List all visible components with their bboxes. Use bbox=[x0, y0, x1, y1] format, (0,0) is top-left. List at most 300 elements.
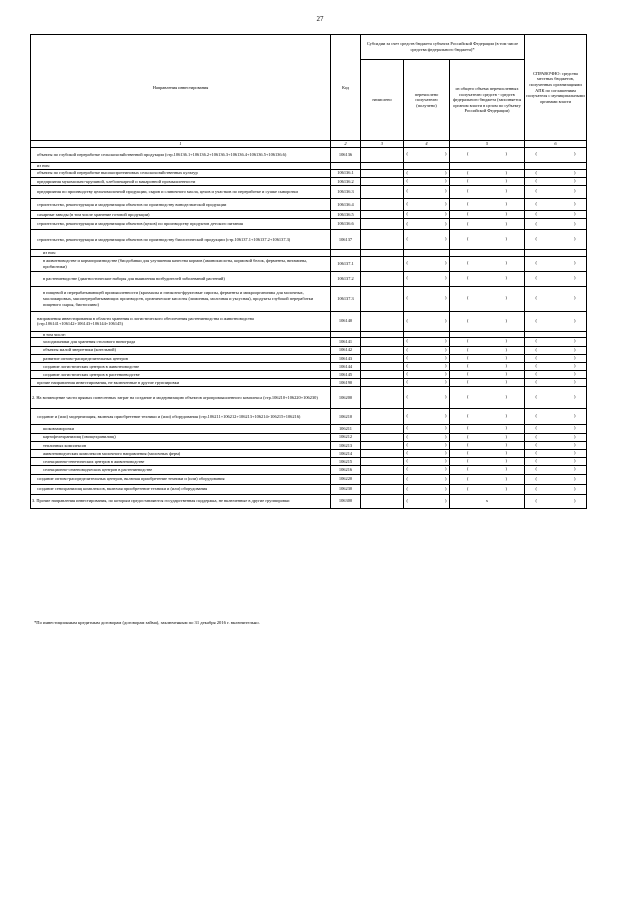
value-cell bbox=[450, 198, 525, 210]
empty-parentheses bbox=[407, 338, 447, 344]
table-row bbox=[31, 271, 587, 286]
table-row bbox=[31, 458, 587, 466]
row-name: сахарные заводы (в том числе хранение готовой продукции) bbox=[31, 210, 331, 218]
row-name: объекты малой энергетики (котельной) bbox=[31, 346, 331, 354]
value-cell bbox=[450, 210, 525, 218]
table-row bbox=[31, 338, 587, 346]
column-number: 3 bbox=[361, 141, 404, 148]
empty-parentheses bbox=[407, 450, 447, 456]
value-cell bbox=[404, 219, 450, 230]
empty-parentheses bbox=[536, 476, 576, 482]
empty-parentheses bbox=[467, 260, 507, 266]
empty-parentheses bbox=[536, 347, 576, 353]
empty-parentheses bbox=[407, 466, 447, 472]
row-name: шоковзаморозки bbox=[31, 425, 331, 433]
column-number: 5 bbox=[450, 141, 525, 148]
value-cell bbox=[361, 331, 404, 338]
empty-parentheses bbox=[536, 394, 576, 400]
table-row bbox=[31, 346, 587, 354]
value-cell bbox=[450, 250, 525, 257]
row-code: 106145 bbox=[331, 371, 361, 379]
row-code: 106137.1 bbox=[331, 256, 361, 271]
header-accrued: начислено bbox=[361, 60, 404, 141]
row-name: из них: bbox=[31, 163, 331, 170]
row-code: 106214 bbox=[331, 450, 361, 458]
empty-parentheses bbox=[536, 425, 576, 431]
value-cell bbox=[361, 169, 404, 177]
value-cell bbox=[404, 371, 450, 379]
value-cell bbox=[525, 484, 587, 494]
row-name: 2. На возмещение части прямых понесенных затрат на создание и модернизацию объектов агропромышленного комплекса (стр.106210+106220+106230) bbox=[31, 387, 331, 409]
value-cell bbox=[404, 362, 450, 370]
value-cell: x bbox=[450, 494, 525, 508]
value-cell bbox=[404, 148, 450, 163]
table-row bbox=[31, 250, 587, 257]
row-code: 106140 bbox=[331, 311, 361, 331]
table-row bbox=[31, 177, 587, 185]
page-number: 27 bbox=[316, 15, 324, 23]
table-row bbox=[31, 371, 587, 379]
empty-parentheses bbox=[407, 379, 447, 385]
value-cell bbox=[525, 250, 587, 257]
table-row bbox=[31, 256, 587, 271]
row-code: 106300 bbox=[331, 494, 361, 508]
value-cell bbox=[450, 362, 525, 370]
empty-parentheses bbox=[536, 201, 576, 207]
value-cell bbox=[450, 230, 525, 250]
value-cell bbox=[404, 210, 450, 218]
value-cell bbox=[450, 271, 525, 286]
header-code: Код bbox=[331, 35, 361, 141]
empty-parentheses bbox=[407, 355, 447, 361]
table-row bbox=[31, 210, 587, 218]
row-name: животноводческих комплексов молочного направления (молочных ферм) bbox=[31, 450, 331, 458]
empty-parentheses bbox=[467, 178, 507, 184]
value-cell bbox=[525, 311, 587, 331]
empty-parentheses bbox=[467, 486, 507, 492]
empty-parentheses bbox=[467, 201, 507, 207]
row-code: 106136.4 bbox=[331, 198, 361, 210]
empty-parentheses bbox=[536, 450, 576, 456]
row-code bbox=[331, 163, 361, 170]
value-cell bbox=[361, 311, 404, 331]
empty-parentheses bbox=[467, 371, 507, 377]
value-cell bbox=[525, 379, 587, 387]
empty-parentheses bbox=[467, 394, 507, 400]
row-name: предприятия мукомольно-крупяной, хлебопекарной и макаронной промышленности bbox=[31, 177, 331, 185]
row-name: селекционно-генетических центров в животноводстве bbox=[31, 458, 331, 466]
empty-parentheses bbox=[407, 476, 447, 482]
value-cell bbox=[361, 198, 404, 210]
empty-parentheses bbox=[407, 371, 447, 377]
value-cell bbox=[525, 346, 587, 354]
value-cell bbox=[361, 433, 404, 441]
empty-parentheses bbox=[407, 425, 447, 431]
row-code: 106211 bbox=[331, 425, 361, 433]
empty-parentheses bbox=[536, 170, 576, 176]
empty-parentheses bbox=[407, 363, 447, 369]
empty-parentheses bbox=[407, 434, 447, 440]
value-cell bbox=[525, 474, 587, 484]
table-row bbox=[31, 409, 587, 425]
value-cell bbox=[361, 346, 404, 354]
row-name: прочие направления инвестирования, не включенные в другие группировки bbox=[31, 379, 331, 387]
row-code: 106136 bbox=[331, 148, 361, 163]
row-code: 106213 bbox=[331, 441, 361, 449]
row-code: 106143 bbox=[331, 354, 361, 362]
value-cell bbox=[404, 256, 450, 271]
row-code: 106141 bbox=[331, 338, 361, 346]
row-code: 106137 bbox=[331, 230, 361, 250]
value-cell bbox=[450, 256, 525, 271]
value-cell bbox=[450, 484, 525, 494]
empty-parentheses bbox=[467, 476, 507, 482]
empty-parentheses bbox=[467, 170, 507, 176]
value-cell bbox=[450, 441, 525, 449]
value-cell bbox=[525, 210, 587, 218]
empty-parentheses bbox=[536, 221, 576, 227]
row-name: создание оптово-распределительных центров, включая приобретение техники и (или) оборудования bbox=[31, 474, 331, 484]
value-cell bbox=[450, 331, 525, 338]
value-cell bbox=[525, 256, 587, 271]
value-cell bbox=[525, 163, 587, 170]
row-name: создание сенохранилищ комплексов, включая приобретение техники и (или) оборудования bbox=[31, 484, 331, 494]
empty-parentheses bbox=[536, 275, 576, 281]
value-cell bbox=[404, 286, 450, 311]
empty-parentheses bbox=[467, 413, 507, 419]
value-cell bbox=[404, 387, 450, 409]
empty-parentheses bbox=[467, 275, 507, 281]
value-cell bbox=[450, 286, 525, 311]
value-cell bbox=[525, 425, 587, 433]
value-cell bbox=[450, 379, 525, 387]
row-code: 106142 bbox=[331, 346, 361, 354]
table-row bbox=[31, 354, 587, 362]
value-cell bbox=[450, 450, 525, 458]
value-cell bbox=[404, 466, 450, 474]
value-cell bbox=[361, 210, 404, 218]
value-cell bbox=[361, 177, 404, 185]
row-code: 106144 bbox=[331, 362, 361, 370]
row-code: 106216 bbox=[331, 466, 361, 474]
table-row bbox=[31, 441, 587, 449]
value-cell bbox=[450, 185, 525, 198]
value-cell bbox=[361, 148, 404, 163]
row-name: тепличных комплексов bbox=[31, 441, 331, 449]
table-row bbox=[31, 433, 587, 441]
row-name: развитие оптово-распределительных центров bbox=[31, 354, 331, 362]
empty-parentheses bbox=[536, 236, 576, 242]
empty-parentheses bbox=[407, 458, 447, 464]
table-row bbox=[31, 484, 587, 494]
value-cell bbox=[404, 185, 450, 198]
row-code: 106212 bbox=[331, 433, 361, 441]
row-name: создание логистических центров в животноводстве bbox=[31, 362, 331, 370]
row-code: 106215 bbox=[331, 458, 361, 466]
empty-parentheses bbox=[467, 442, 507, 448]
value-cell bbox=[525, 409, 587, 425]
empty-parentheses bbox=[536, 363, 576, 369]
table-row bbox=[31, 362, 587, 370]
table-row bbox=[31, 379, 587, 387]
row-code: 106136.2 bbox=[331, 177, 361, 185]
empty-parentheses bbox=[536, 434, 576, 440]
row-code: 106136.5 bbox=[331, 210, 361, 218]
value-cell bbox=[404, 450, 450, 458]
value-cell bbox=[361, 250, 404, 257]
header-reference: СПРАВОЧНО: средства местных бюджетов, полученных организациями АПК по соглашениям получателя с муниципальными органами власти bbox=[525, 35, 587, 141]
value-cell bbox=[361, 230, 404, 250]
empty-parentheses bbox=[467, 425, 507, 431]
empty-parentheses bbox=[536, 318, 576, 324]
row-code: 106136.3 bbox=[331, 185, 361, 198]
table-row bbox=[31, 331, 587, 338]
table-row bbox=[31, 219, 587, 230]
row-code: 106200 bbox=[331, 387, 361, 409]
row-code: 106137.2 bbox=[331, 271, 361, 286]
empty-parentheses bbox=[407, 413, 447, 419]
empty-parentheses bbox=[407, 347, 447, 353]
value-cell bbox=[450, 177, 525, 185]
value-cell bbox=[361, 425, 404, 433]
row-name: в пищевой и перерабатывающей промышленности (крахмалы и глюкозно-фруктовые сиропы, ферменты и микроорганизмы для молочных, масложировых, мясоперерабатывающих производств, органические кислоты (лимонная, молочная и уксусная), продукты глубокой переработки пищевого сырья, биотопливо) bbox=[31, 286, 331, 311]
row-name: создание и (или) модернизация, включая приобретение техники и (или) оборудования (стр.106211+106212+106213+106214+106215+106216) bbox=[31, 409, 331, 425]
table-row bbox=[31, 450, 587, 458]
empty-parentheses bbox=[467, 221, 507, 227]
value-cell bbox=[404, 169, 450, 177]
table-row bbox=[31, 163, 587, 170]
row-code: 106136.1 bbox=[331, 169, 361, 177]
column-number: 2 bbox=[331, 141, 361, 148]
header-of-total: из общего объема перечисленных получателю средств - средств федерального бюджета (заполняется органом власти в целом по субъекту Российской Федерации) bbox=[450, 60, 525, 141]
empty-parentheses bbox=[407, 318, 447, 324]
value-cell bbox=[361, 185, 404, 198]
empty-parentheses bbox=[407, 151, 447, 157]
value-cell bbox=[404, 474, 450, 484]
value-cell bbox=[525, 371, 587, 379]
value-cell bbox=[361, 474, 404, 484]
value-cell bbox=[450, 466, 525, 474]
value-cell bbox=[404, 311, 450, 331]
table-row bbox=[31, 286, 587, 311]
value-cell bbox=[361, 362, 404, 370]
value-cell bbox=[361, 450, 404, 458]
header-direction: Направления инвестирования bbox=[31, 35, 331, 141]
value-cell bbox=[450, 458, 525, 466]
value-cell bbox=[361, 409, 404, 425]
table-row bbox=[31, 230, 587, 250]
table-row bbox=[31, 474, 587, 484]
row-name: предприятия по производству цельномолочной продукции, сыров и сливочного масла, цехов и участков по переработке и сушке сыворотки bbox=[31, 185, 331, 198]
value-cell bbox=[404, 458, 450, 466]
value-cell bbox=[450, 338, 525, 346]
empty-parentheses bbox=[536, 379, 576, 385]
value-cell bbox=[450, 354, 525, 362]
row-code: 106137.3 bbox=[331, 286, 361, 311]
value-cell bbox=[361, 466, 404, 474]
value-cell bbox=[404, 250, 450, 257]
empty-parentheses bbox=[407, 221, 447, 227]
value-cell bbox=[525, 219, 587, 230]
empty-parentheses bbox=[407, 236, 447, 242]
value-cell bbox=[404, 484, 450, 494]
empty-parentheses bbox=[407, 394, 447, 400]
value-cell bbox=[450, 409, 525, 425]
value-cell bbox=[361, 286, 404, 311]
value-cell bbox=[525, 198, 587, 210]
empty-parentheses bbox=[536, 338, 576, 344]
value-cell bbox=[361, 354, 404, 362]
empty-parentheses bbox=[467, 434, 507, 440]
row-name: картофелехранилищ (овощехранилищ) bbox=[31, 433, 331, 441]
row-name: направления инвестирования в области хранения и логистического обеспечения растениеводства и животноводства (стр.106141+106142+106143+106144+106145) bbox=[31, 311, 331, 331]
empty-parentheses bbox=[467, 458, 507, 464]
value-cell bbox=[361, 219, 404, 230]
value-cell bbox=[450, 433, 525, 441]
column-number: 4 bbox=[404, 141, 450, 148]
empty-parentheses bbox=[467, 355, 507, 361]
empty-parentheses bbox=[536, 188, 576, 194]
value-cell bbox=[525, 458, 587, 466]
value-cell bbox=[361, 458, 404, 466]
row-code: 106190 bbox=[331, 379, 361, 387]
empty-parentheses bbox=[407, 201, 447, 207]
empty-parentheses bbox=[467, 338, 507, 344]
empty-parentheses bbox=[536, 486, 576, 492]
subsidy-report-table bbox=[30, 34, 587, 509]
value-cell bbox=[404, 354, 450, 362]
table-row bbox=[31, 185, 587, 198]
row-name: объекты по глубокой переработке высокопротеиновых сельскохозяйственных культур bbox=[31, 169, 331, 177]
row-name: селекционно-семеноводческих центров в растениеводстве bbox=[31, 466, 331, 474]
empty-parentheses bbox=[407, 170, 447, 176]
table-row bbox=[31, 425, 587, 433]
row-name: холодильники для хранения столового винограда bbox=[31, 338, 331, 346]
row-code: 106230 bbox=[331, 484, 361, 494]
empty-parentheses bbox=[536, 151, 576, 157]
value-cell bbox=[525, 450, 587, 458]
empty-parentheses bbox=[536, 371, 576, 377]
empty-parentheses bbox=[407, 260, 447, 266]
table-row bbox=[31, 169, 587, 177]
empty-parentheses bbox=[536, 442, 576, 448]
value-cell bbox=[361, 371, 404, 379]
column-number: 6 bbox=[525, 141, 587, 148]
value-cell bbox=[361, 441, 404, 449]
empty-parentheses bbox=[407, 486, 447, 492]
row-code: 106136.6 bbox=[331, 219, 361, 230]
row-name: строительство, реконструкция и модернизация объектов по производству биологической продукции (стр.106137.1+106137.2+106137.3) bbox=[31, 230, 331, 250]
row-code: 106210 bbox=[331, 409, 361, 425]
empty-parentheses bbox=[536, 178, 576, 184]
empty-parentheses bbox=[407, 498, 447, 504]
value-cell bbox=[361, 494, 404, 508]
empty-parentheses bbox=[536, 458, 576, 464]
table-row bbox=[31, 494, 587, 508]
value-cell bbox=[450, 169, 525, 177]
empty-parentheses bbox=[467, 295, 507, 301]
value-cell bbox=[450, 219, 525, 230]
empty-parentheses bbox=[407, 275, 447, 281]
table-row bbox=[31, 466, 587, 474]
empty-parentheses bbox=[536, 260, 576, 266]
value-cell bbox=[450, 387, 525, 409]
value-cell bbox=[525, 286, 587, 311]
table-row bbox=[31, 148, 587, 163]
value-cell bbox=[404, 346, 450, 354]
value-cell bbox=[525, 230, 587, 250]
value-cell bbox=[450, 148, 525, 163]
value-cell bbox=[450, 311, 525, 331]
empty-parentheses bbox=[467, 450, 507, 456]
empty-parentheses bbox=[407, 211, 447, 217]
value-cell bbox=[450, 474, 525, 484]
empty-parentheses bbox=[467, 211, 507, 217]
empty-parentheses bbox=[467, 188, 507, 194]
empty-parentheses bbox=[467, 347, 507, 353]
row-name: в животноводстве и кормопроизводстве (биодобавки для улучшения качества кормов (аминокислоты, кормовой белок, ферменты, витамины, пробиотики) bbox=[31, 256, 331, 271]
empty-parentheses bbox=[467, 363, 507, 369]
value-cell bbox=[525, 271, 587, 286]
row-code: 106220 bbox=[331, 474, 361, 484]
value-cell bbox=[404, 163, 450, 170]
row-name: из них: bbox=[31, 250, 331, 257]
value-cell bbox=[361, 387, 404, 409]
row-name: 3. Прочие направления инвестирования, по которым предоставляются государственная поддержка, не включенные в другие группировки bbox=[31, 494, 331, 508]
empty-parentheses bbox=[536, 355, 576, 361]
empty-parentheses bbox=[407, 442, 447, 448]
value-cell bbox=[525, 387, 587, 409]
value-cell bbox=[404, 198, 450, 210]
row-code bbox=[331, 331, 361, 338]
value-cell bbox=[525, 148, 587, 163]
row-name: в том числе: bbox=[31, 331, 331, 338]
value-cell bbox=[525, 441, 587, 449]
value-cell bbox=[450, 346, 525, 354]
value-cell bbox=[404, 177, 450, 185]
value-cell bbox=[525, 354, 587, 362]
empty-parentheses bbox=[467, 466, 507, 472]
empty-parentheses bbox=[407, 178, 447, 184]
row-name: строительство, реконструкция и модернизация объектов (цехов) по производству продуктов детского питания bbox=[31, 219, 331, 230]
value-cell bbox=[361, 484, 404, 494]
value-cell bbox=[361, 338, 404, 346]
value-cell bbox=[404, 331, 450, 338]
value-cell bbox=[404, 494, 450, 508]
value-cell bbox=[404, 230, 450, 250]
value-cell bbox=[450, 425, 525, 433]
value-cell bbox=[404, 338, 450, 346]
column-number: 1 bbox=[31, 141, 331, 148]
empty-parentheses bbox=[536, 466, 576, 472]
table-row bbox=[31, 387, 587, 409]
value-cell bbox=[404, 409, 450, 425]
value-cell bbox=[525, 466, 587, 474]
value-cell bbox=[525, 169, 587, 177]
footnote: *По инвестиционным кредитным договорам (договорам займа), заключенным по 31 декабря 2016 г. включительно. bbox=[34, 620, 260, 625]
value-cell bbox=[525, 362, 587, 370]
empty-parentheses bbox=[536, 498, 576, 504]
empty-parentheses bbox=[536, 211, 576, 217]
value-cell bbox=[404, 379, 450, 387]
row-name: строительство, реконструкция и модернизация объектов по производству винодельческой продукции bbox=[31, 198, 331, 210]
value-cell bbox=[525, 177, 587, 185]
empty-parentheses bbox=[536, 413, 576, 419]
empty-parentheses bbox=[467, 151, 507, 157]
value-cell bbox=[361, 271, 404, 286]
row-name: создание логистических центров в растениеводстве bbox=[31, 371, 331, 379]
row-code bbox=[331, 250, 361, 257]
